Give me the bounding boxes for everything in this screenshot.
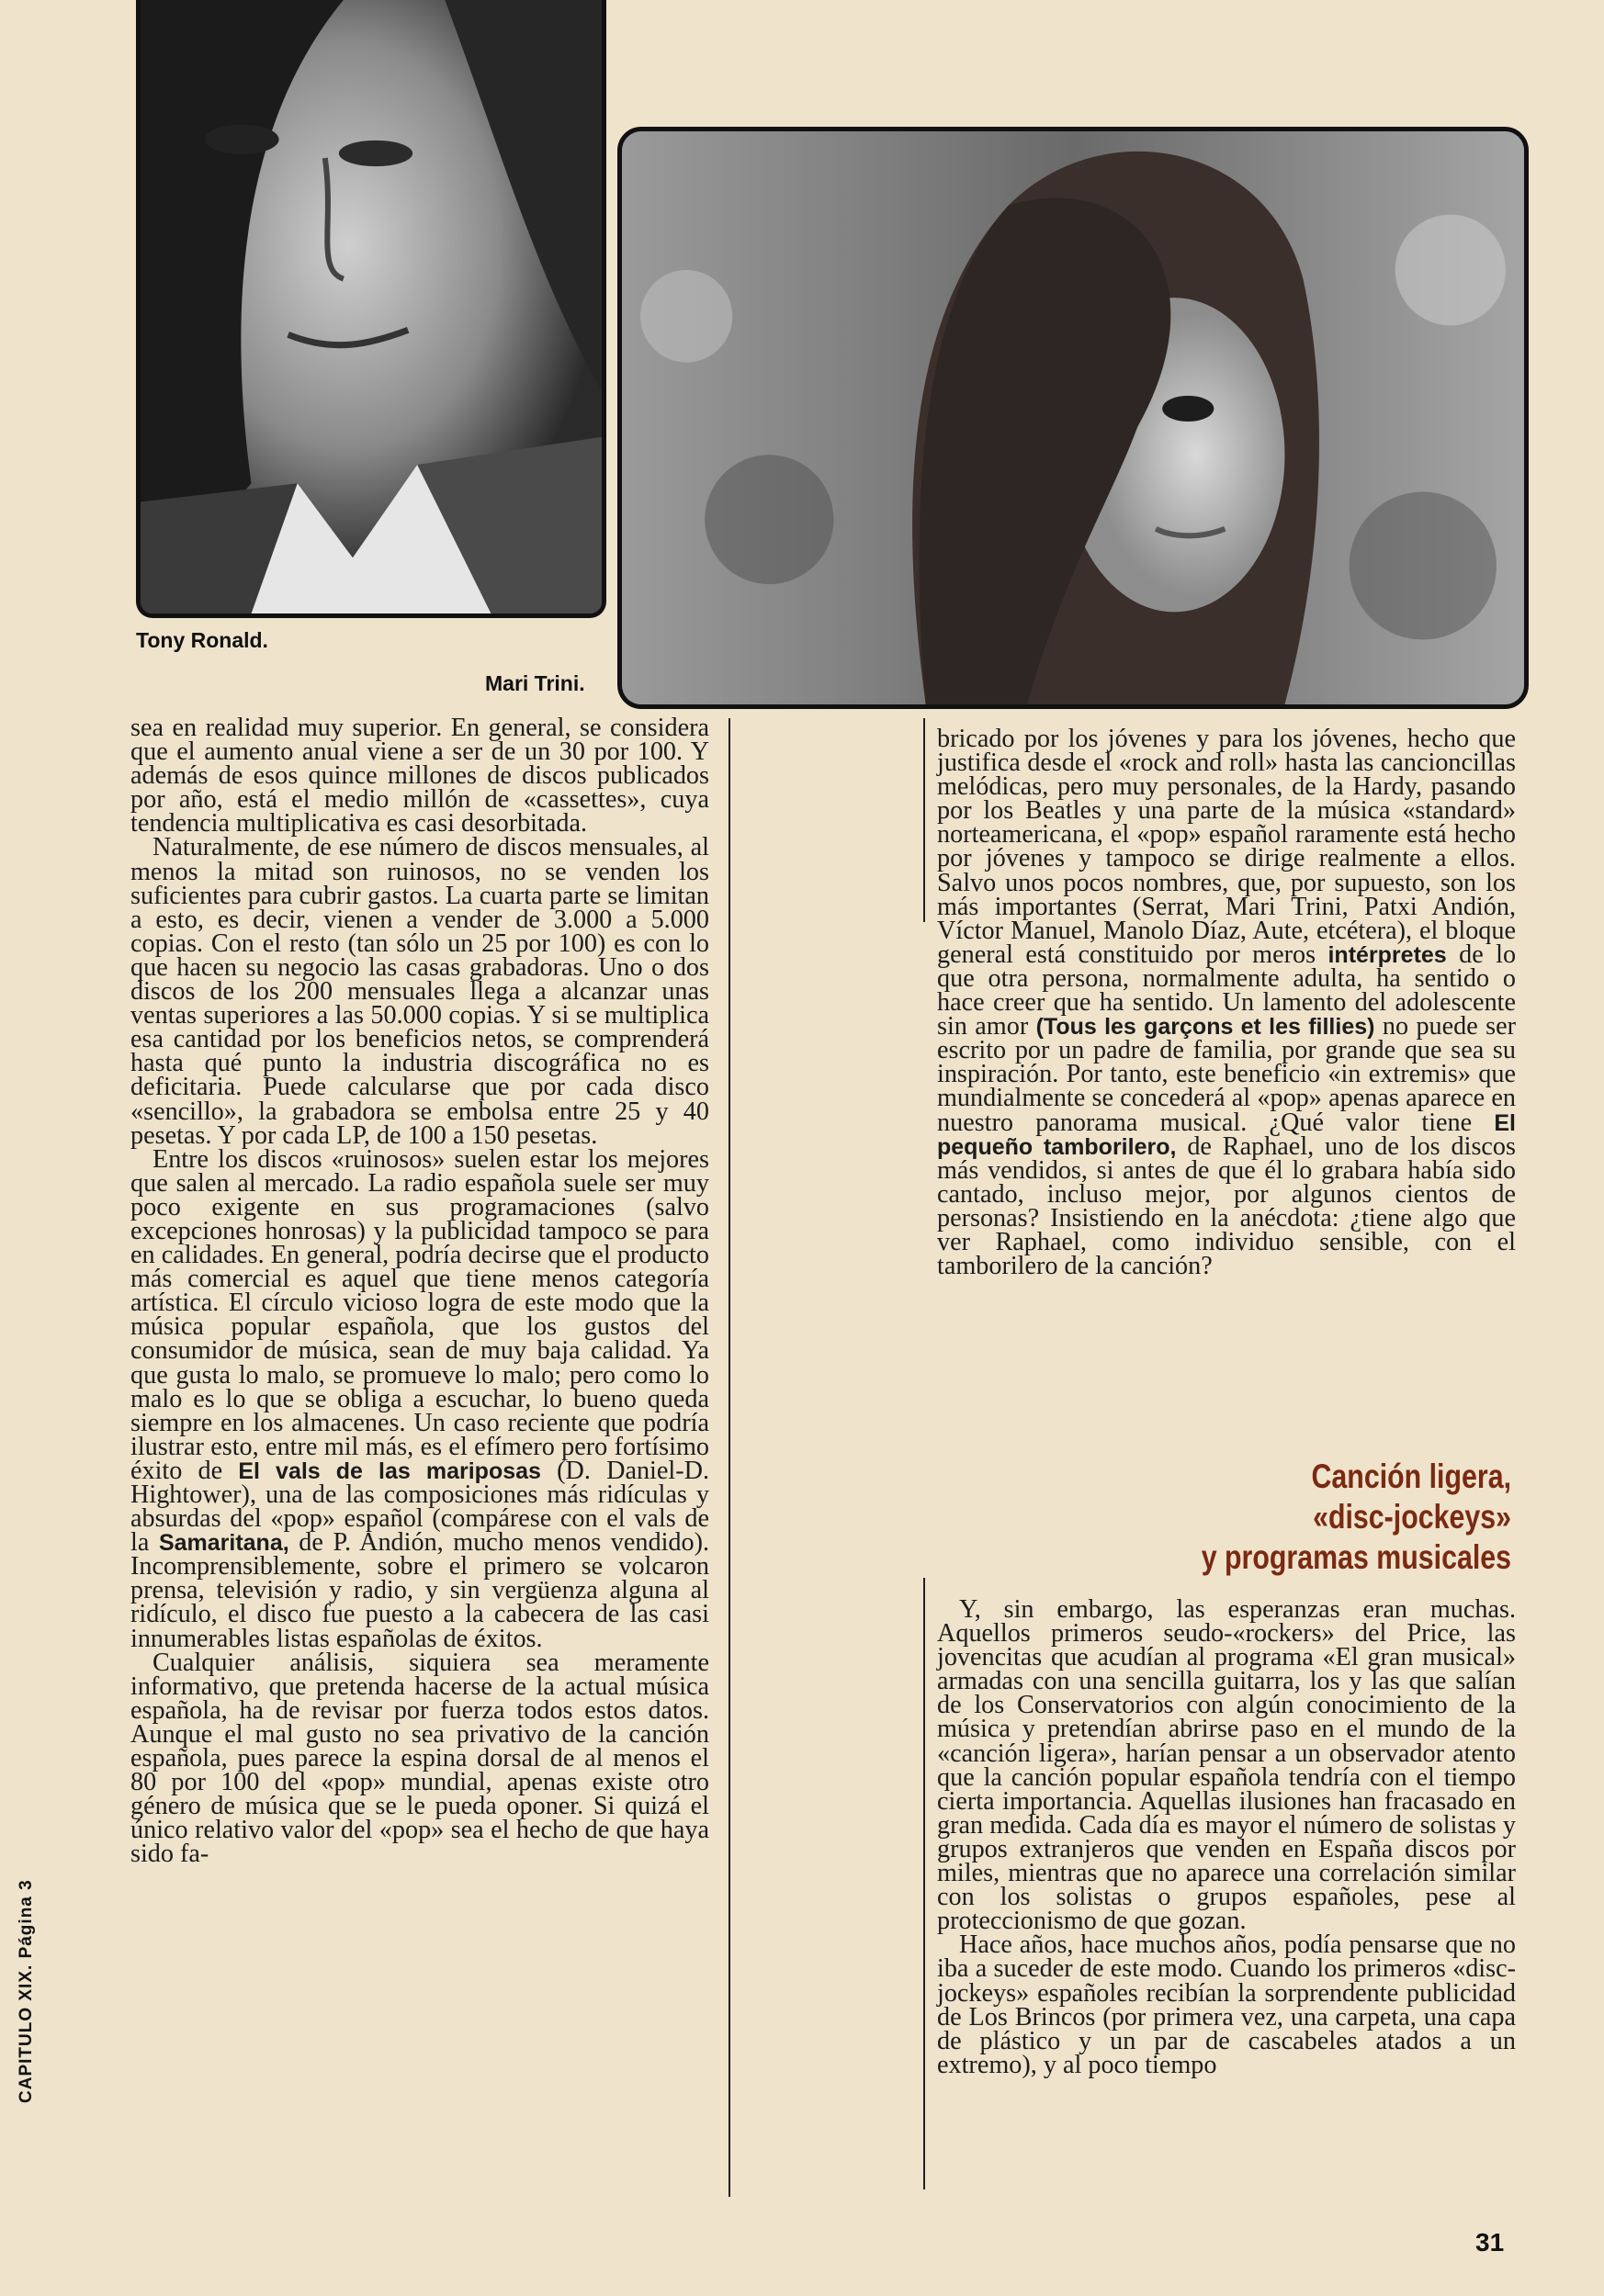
- chapter-page-label: CAPITULO XIX. Página 3: [17, 1879, 36, 2103]
- text: de Raphael, uno de los discos más vendidos, si antes de que él lo grabara había sido cantado, incluso mejor, por algunos cientos de personas? Insistiendo en la anécdota: ¿tiene algo que ver Raphael, como individuo sensible, con el tamborilero de la canción?: [937, 1131, 1516, 1281]
- paragraph: sea en realidad muy superior. En general, se considera que el aumento anual viene a ser de un 30 por 100. Y además de esos quince millones de discos publicados por año, está el medio millón de «cassettes», cuya tendencia multiplicativa es casi desorbitada.: [130, 714, 709, 838]
- portrait-image: [141, 0, 602, 613]
- section-heading: [1176, 1457, 1511, 1578]
- column-divider: [729, 718, 730, 2197]
- song-title: El pequeño tamborilero,: [937, 1109, 1516, 1160]
- song-title: Samaritana,: [158, 1530, 289, 1557]
- song-title: El vals de las mariposas: [238, 1458, 541, 1484]
- left-column: [130, 716, 709, 1867]
- text: bricado por los jóvenes y para los jóvenes, hecho que justifica desde el «rock and roll» hasta las cancioncillas melódicas, pero muy personales, de la Hardy, pasando por los Beatles y una parte de la música «standard» norteamericana, el «pop» español raramente está hecho por jóvenes y tampoco se dirige realmente a ellos. Salvo unos pocos nombres, que, por supuesto, son los más importantes (Serrat, Mari Trini, Patxi Andión, Víctor Manuel, Manolo Díaz, Aute, etcétera), el bloque general está constituido por meros: [937, 725, 1516, 969]
- photo-mari-trini: [617, 127, 1529, 709]
- heading-line: y programas musicales: [1201, 1538, 1511, 1576]
- text: de lo que otra persona, normalmente adulta, ha sentido o hace creer que ha sentido. Un lamento del adolescente sin amor: [937, 940, 1517, 1041]
- column-divider: [923, 1578, 925, 2189]
- photo-tony-ronald: [136, 0, 606, 618]
- caption-tony-ronald: Tony Ronald.: [136, 628, 268, 652]
- emphasis: intérpretes: [1327, 941, 1447, 968]
- paragraph: Cualquier análisis, siquiera sea meramente informativo, que pretenda hacerse de la actual música española, ha de revisar por fuerza todos estos datos. Aunque el mal gusto no sea privativo de la canción española, pues parece la espina dorsal de al menos el 80 por 100 del «pop» mundial, apenas existe otro género de música que se le pueda oponer. Si quizá el único relativo valor del «pop» sea el hecho de que haya sido fa-: [130, 1648, 709, 1869]
- paragraph: Y, sin embargo, las esperanzas eran muchas. Aquellos primeros seudo-«rockers» del Price, las jovencitas que acudían al programa «El gran musical» armadas con una sencilla guitarra, los y las que salían de los Conservatorios con algún conocimiento de la música y pretendían abrirse paso en el mundo de la «canción ligera», harían pensar a un observador atento que la canción popular española tendría con el tiempo cierta importancia. Aquellas ilusiones han fracasado en gran medida. Cada día es mayor el número de solistas y grupos extranjeros que venden en España discos por miles, mientras que no aparece una correlación similar con los solistas o grupos españoles, pese al proteccionismo de que gozan.: [937, 1595, 1516, 1936]
- portrait-image: [622, 131, 1524, 704]
- text: (D. Daniel-D. Hightower), una de las composiciones más ridículas y absurdas del «pop» español (compárese con el vals de la: [130, 1456, 710, 1558]
- column-divider: [923, 718, 925, 922]
- caption-mari-trini: Mari Trini.: [485, 671, 585, 695]
- page-number: 31: [1475, 2228, 1505, 2257]
- song-title: (Tous les garçons et les fillies): [1035, 1014, 1375, 1041]
- text: no puede ser escrito por un padre de familia, por grande que sea su inspiración. Por tanto, este beneficio «in extremis» que mundialmente se concederá al «pop» apenas aparece en nuestro panorama musical. ¿Qué valor tiene: [937, 1012, 1516, 1137]
- right-column-top: [937, 725, 1517, 1281]
- paragraph: [937, 725, 1517, 1281]
- text: Entre los discos «ruinosos» suelen estar los mejores que salen al mercado. La radio española suele ser muy poco exigente en sus programaciones (salvo excepciones honrosas) y la publicidad tampoco se para en calidades. En general, podría decirse que el producto más comercial es aquel que tiene menos categoría artística. El círculo vicioso logra de este modo que la música popular española, que los gustos del consumidor de música, sean de muy baja calidad. Ya que gusta lo malo, se promueve lo malo; pero como lo malo es lo que se obliga a escuchar, lo bueno queda siempre en los almacenes. Un caso reciente que podría ilustrar esto, entre mil más, es el efímero pero fortísimo éxito de: [130, 1144, 709, 1485]
- paragraph: [130, 1144, 710, 1653]
- heading-line: Canción ligera,: [1311, 1458, 1511, 1495]
- text: de P. Andión, mucho menos vendido). Incomprensiblemente, sobre el primero se volcaron prensa, televisión y radio, y sin vergüenza alguna al ridículo, el disco fue puesto a la cabecera de las casi innumerables listas españolas de éxitos.: [130, 1528, 710, 1653]
- heading-line: «disc-jockeys»: [1313, 1498, 1511, 1536]
- paragraph: Hace años, hace muchos años, podía pensarse que no iba a suceder de este modo. Cuando los primeros «disc-jockeys» españoles recibían la sorprendente publicidad de Los Brincos (por primera vez, una carpeta, una capa de plástico y un par de cascabeles atados a un extremo), y al poco tiempo: [937, 1930, 1516, 2079]
- paragraph: Naturalmente, de ese número de discos mensuales, al menos la mitad son ruinosos, no se venden los suficientes para cubrir gastos. La cuarta parte se limitan a esto, es decir, vienen a vender de 3.000 a 5.000 copias. Con el resto (tan sólo un 25 por 100) es con lo que hacen su negocio las casas grabadoras. Uno o dos discos de los 200 mensuales llega a alcanzar unas ventas superiores a las 50.000 copias. Y si se multiplica esa cantidad por los beneficios netos, se comprenderá hasta qué punto la industria discográfica no es deficitaria. Puede calcularse que por cada disco «sencillo», la grabadora se embolsa entre 25 y 40 pesetas. Y por cada LP, de 100 a 150 pesetas.: [130, 833, 709, 1150]
- right-column-bottom: [937, 1595, 1516, 2079]
